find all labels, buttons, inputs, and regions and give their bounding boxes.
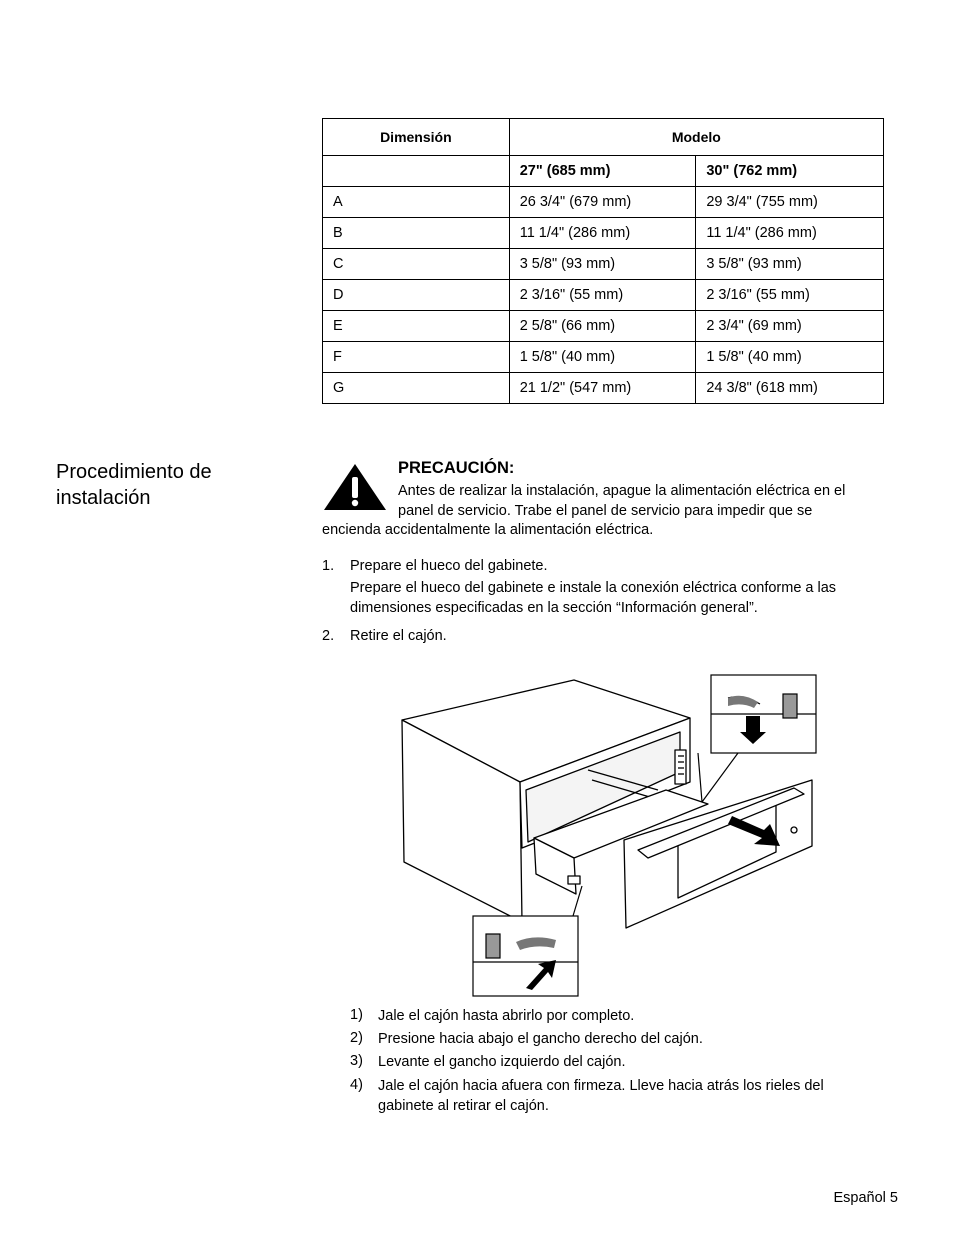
value-cell: 11 1/4" (286 mm): [696, 218, 884, 249]
substep-number: 2): [350, 1030, 363, 1046]
drawer-removal-illustration: [398, 672, 822, 1000]
value-cell: 1 5/8" (40 mm): [696, 342, 884, 373]
value-cell: 24 3/8" (618 mm): [696, 373, 884, 404]
table-row: [323, 280, 884, 311]
substep-number: 4): [350, 1077, 363, 1093]
table-row: [323, 187, 884, 218]
dim-cell: B: [323, 218, 510, 249]
page-number: Español 5: [833, 1190, 898, 1206]
table-row: [323, 311, 884, 342]
value-cell: 3 5/8" (93 mm): [509, 249, 696, 280]
step-label: Retire el cajón.: [350, 628, 447, 644]
dim-cell: A: [323, 187, 510, 218]
substep-text: Levante el gancho izquierdo del cajón.: [378, 1054, 626, 1070]
step-label: Prepare el hueco del gabinete.: [350, 558, 548, 574]
dim-cell: E: [323, 311, 510, 342]
table-header-row: [323, 119, 884, 156]
caution-heading: PRECAUCIÓN:: [398, 459, 515, 477]
value-cell: 2 3/4" (69 mm): [696, 311, 884, 342]
table-row: [323, 373, 884, 404]
value-cell: 2 3/16" (55 mm): [509, 280, 696, 311]
header-model: Modelo: [509, 119, 883, 156]
table-row: [323, 342, 884, 373]
substep-text: Jale el cajón hasta abrirlo por completo.: [378, 1008, 635, 1024]
header-dimension: Dimensión: [323, 119, 510, 156]
table-row: [323, 249, 884, 280]
value-cell: 26 3/4" (679 mm): [509, 187, 696, 218]
substep-text: Presione hacia abajo el gancho derecho del cajón.: [378, 1031, 703, 1047]
empty-cell: [323, 156, 510, 187]
value-cell: 1 5/8" (40 mm): [509, 342, 696, 373]
step-number: 1.: [322, 558, 335, 574]
substep-number: 3): [350, 1053, 363, 1069]
step-description: Prepare el hueco del gabinete e instale la conexión eléctrica conforme a las dimensiones especificadas en la sección “Información general”.: [350, 580, 837, 616]
dim-cell: C: [323, 249, 510, 280]
value-cell: 2 3/16" (55 mm): [696, 280, 884, 311]
caution-text: Antes de realizar la instalación, apague la alimentación eléctrica en el panel de servicio. Trabe el panel de servicio para impedir que se encienda accidentalmente la alimentación eléctrica.: [322, 483, 846, 538]
value-cell: 3 5/8" (93 mm): [696, 249, 884, 280]
value-cell: 11 1/4" (286 mm): [509, 218, 696, 249]
dim-cell: F: [323, 342, 510, 373]
value-cell: 21 1/2" (547 mm): [509, 373, 696, 404]
dim-cell: G: [323, 373, 510, 404]
dim-cell: D: [323, 280, 510, 311]
value-cell: 2 5/8" (66 mm): [509, 311, 696, 342]
model-27: 27" (685 mm): [509, 156, 696, 187]
table-row: [323, 218, 884, 249]
section-title: Procedimiento de instalación: [56, 461, 212, 509]
step-number: 2.: [322, 628, 335, 644]
table-model-row: [323, 156, 884, 187]
model-30: 30" (762 mm): [696, 156, 884, 187]
dimension-table: [322, 118, 884, 404]
substep-text: Jale el cajón hacia afuera con firmeza. Lleve hacia atrás los rieles del gabinete al retirar el cajón.: [378, 1078, 824, 1114]
substep-number: 1): [350, 1007, 363, 1023]
value-cell: 29 3/4" (755 mm): [696, 187, 884, 218]
